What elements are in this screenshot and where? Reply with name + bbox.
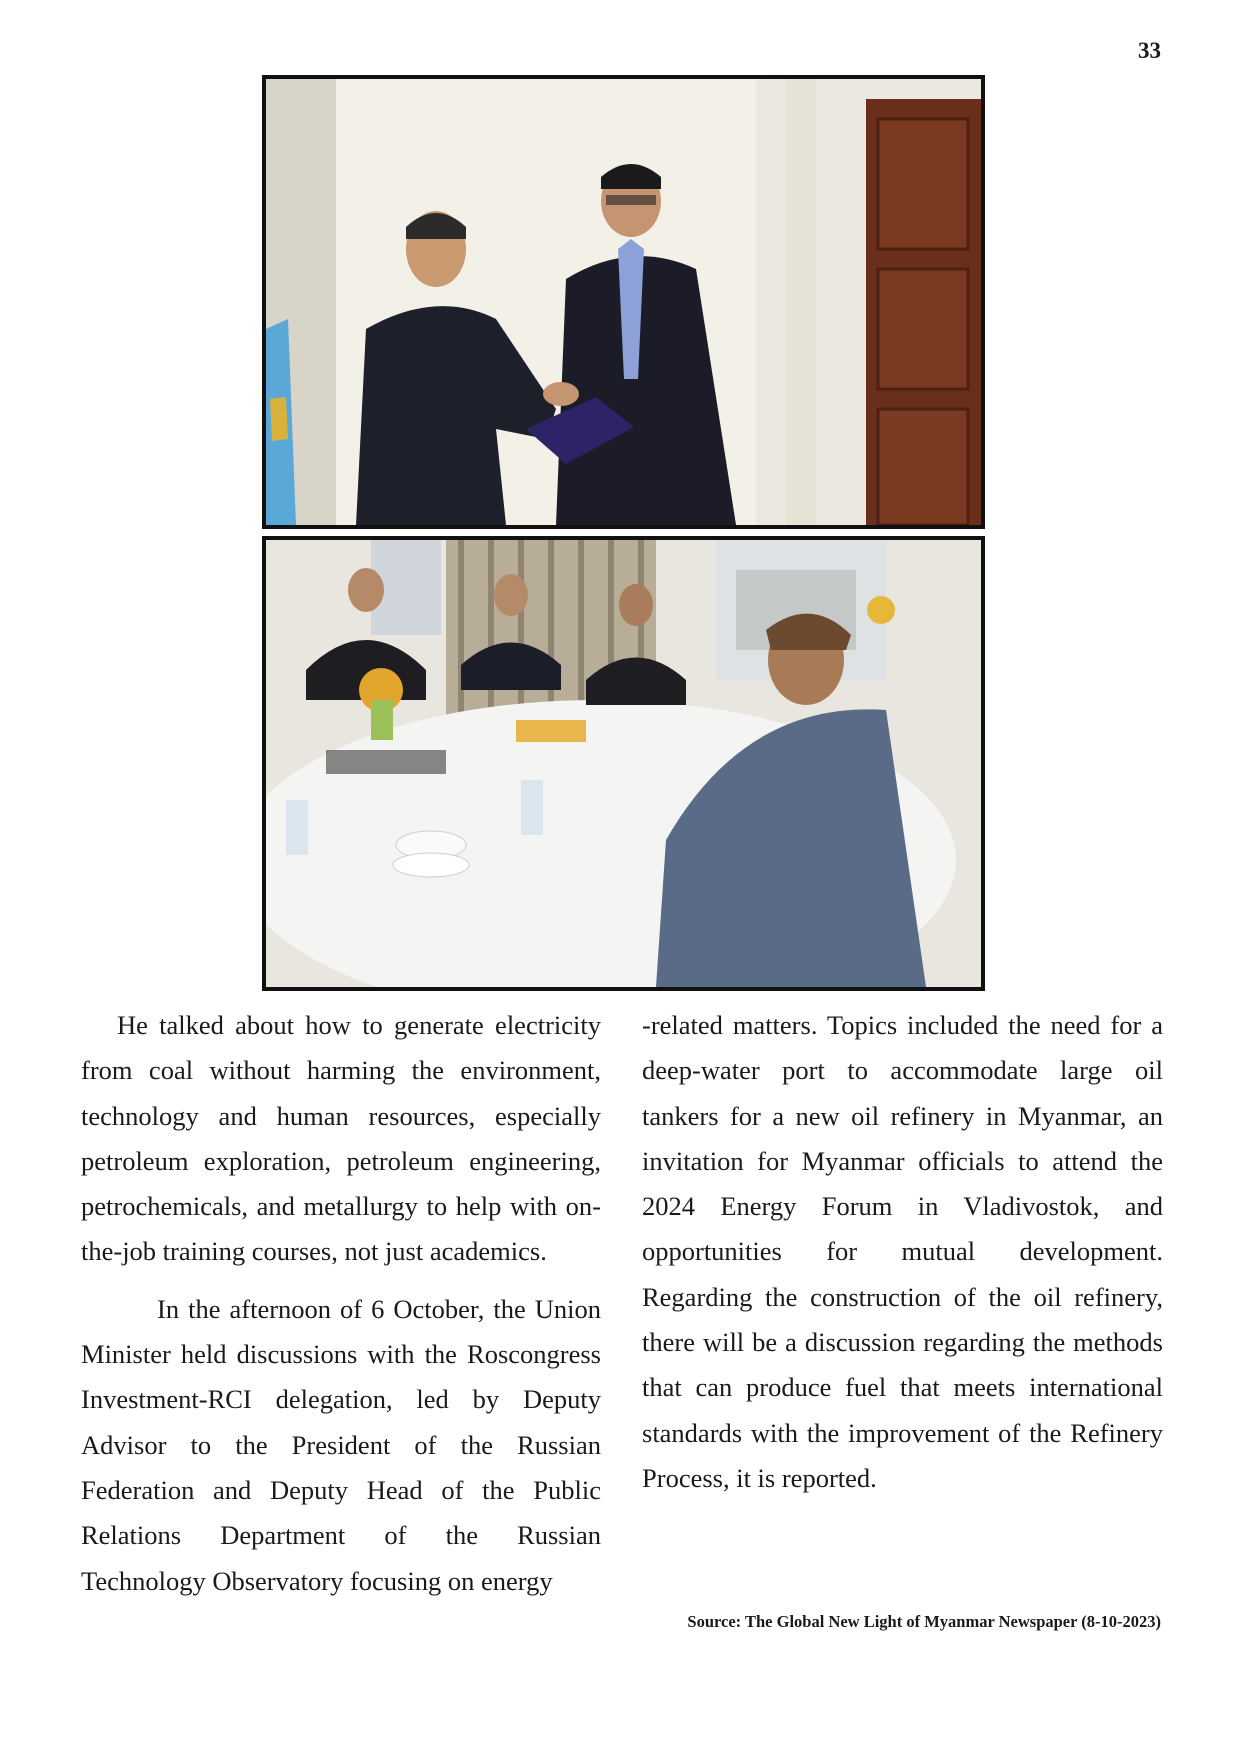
page-number: 33 [1138,38,1161,63]
meeting-photo [262,536,985,991]
article-left-column [81,1003,601,1604]
source-credit: Source: The Global New Light of Myanmar Newspaper (8-10-2023) [687,1612,1161,1631]
paragraph-energy-topics: -related matters. Topics included the need for a deep-water port to accommodate large oil tankers for a new oil refinery in Myanmar, an invitation for Myanmar officials to attend the 2024 Energy Forum in Vladivostok, and opportunities for mutual development. Regarding the construction of the oil refinery, there will be a discussion regarding the methods that can produce fuel that meets international standards with the improvement of the Refinery Process, it is reported. [642,1010,1163,1493]
article-right-column [642,1003,1163,1501]
handshake-photo-illustration [266,79,981,525]
handshake-photo [262,75,985,529]
paragraph-roscongress: In the afternoon of 6 October, the Union Minister held discussions with the Roscongress Investment-RCI delegation, led by Deputy Advisor to the President of the Russian Federation and Deputy Head of the Public Relations Department of the Russian Technology Observatory focusing on energy [81,1293,601,1596]
paragraph-electricity: He talked about how to generate electricity from coal without harming the environment, technology and human resources, especially petroleum exploration, petroleum engineering, petrochemicals, and metallurgy to help with on-the-job training courses, not just academics. [81,1010,601,1267]
meeting-photo-illustration [266,540,981,987]
